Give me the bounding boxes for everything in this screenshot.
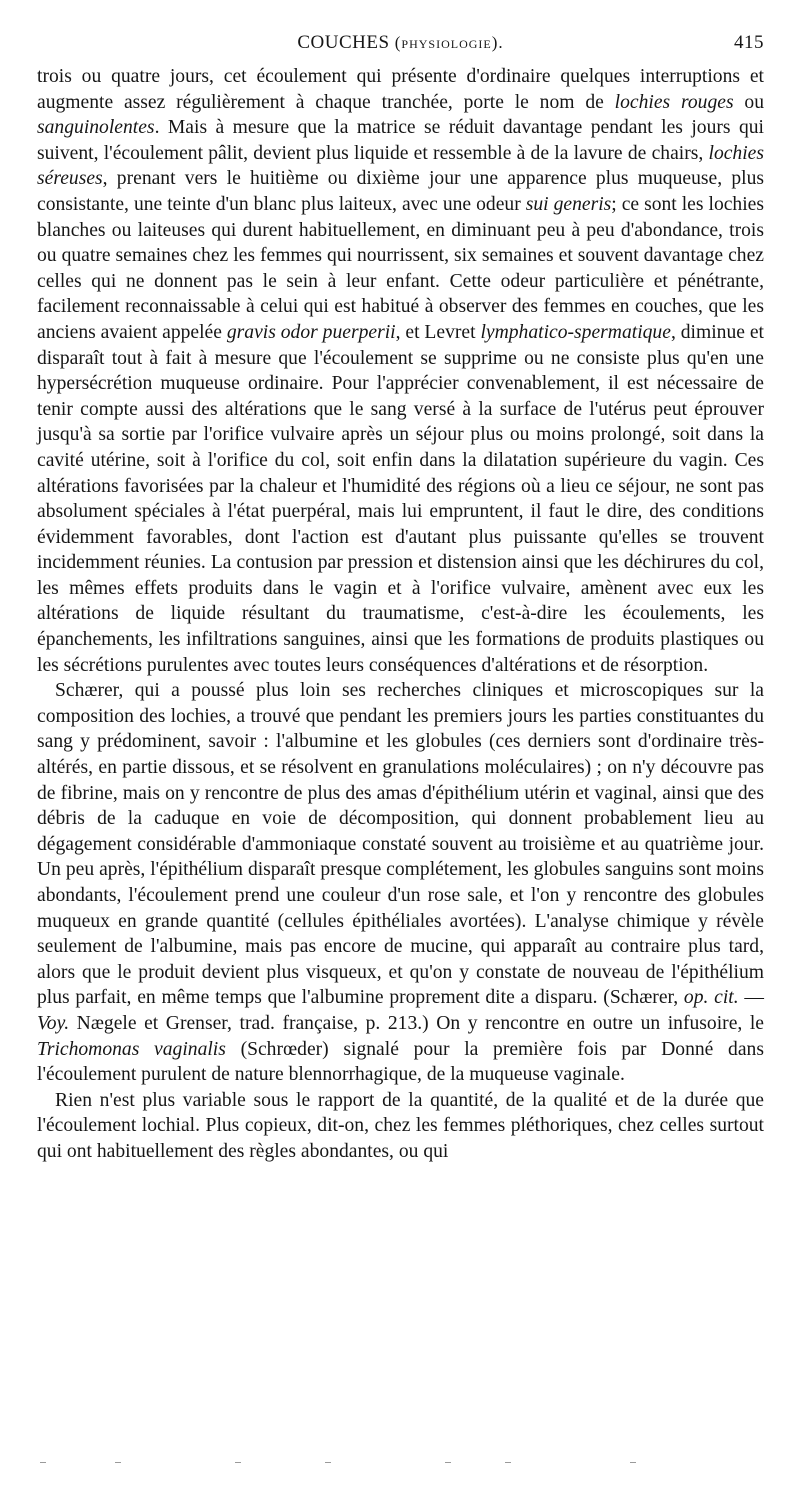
italic-run: gravis odor puerperii — [226, 321, 396, 343]
text-run: (Schrœder) signalé pour la première fois par Donné dans l'écoulement purulent de nature blennorrhagique, de la muqueuse vaginale. — [37, 1038, 764, 1086]
text-run: , diminue et disparaît tout à fait à mesure que l'écoulement se supprime ou ne consiste plus qu'en une hypersécrétion muqueuse ordinaire. Pour l'apprécier convenablement, il est nécessaire de tenir compte aussi des altérations que le sang versé à la surface de l'utérus peut éprouver jusqu'à sa sortie par l'orifice vulvaire après un séjour plus ou moins prolongé, soit dans la cavité utérine, soit à l'orifice du col, soit enfin dans la dilatation supérieure du vagin. Ces altérations favorisées par la chaleur et l'humidité des régions où a lieu ce séjour, ne sont pas absolument spéciales à l'état puerpéral, mais lui empruntent, il faut le dire, des conditions évidemment favorables, dont l'action est d'autant plus puissante qu'elles se trouvent incidemment réunies. La contusion par pression et distension ainsi que les déchirures du col, les mêmes effets produits dans le vagin et à l'orifice vulvaire, amènent avec eux les altérations de liquide résultant du traumatisme, c'est-à-dire les écoulements, les épanchements, les infiltrations sanguines, ainsi que les formations de produits plastiques ou les sécrétions purulentes avec toutes leurs conséquences d'altérations et de résorption. — [37, 321, 764, 676]
text-run: ; ce sont les lochies blanches ou laiteuses qui durent habituellement, en diminuant peu à peu d'abondance, trois ou quatre semaines chez les femmes qui nourrissent, six semaines et souvent davantage chez celles qui ne donnent pas le sein à leur enfant. Cette odeur particulière et pénétrante, facilement reconnaissable à celui qui est habitué à observer des femmes en couches, que les anciens avaient appelée — [37, 193, 764, 343]
text-run: Nægele et Grenser, trad. française, p. 213.) On y rencontre en outre un infusoire, le — [69, 1012, 764, 1034]
text-run: trois ou quatre jours, cet écoulement qui présente d'ordinaire quelques interruptions et augmente assez régulièrement à chaque tranchée, porte le nom de — [37, 66, 764, 113]
running-title — [37, 32, 764, 54]
scan-mark — [630, 1462, 636, 1463]
text-run: — — [738, 987, 764, 1009]
scan-mark — [325, 1462, 331, 1463]
scan-artifacts — [0, 1462, 800, 1472]
text-run: , prenant vers le huitième ou dixième jour une apparence plus muqueuse, plus consistante, une teinte d'un blanc plus laiteux, avec une odeur — [37, 168, 764, 215]
italic-run: lymphatico-spermatique — [480, 321, 671, 343]
italic-run: sanguinolentes — [37, 117, 155, 139]
text-run: Rien n'est plus variable sous le rapport de la quantité, de la qualité et de la durée que l'écoulement lochial. Plus copieux, dit-on, chez les femmes pléthoriques, chez celles surtout qui ont habituellement des règles abondantes, ou qui — [37, 1089, 764, 1162]
scan-mark — [115, 1462, 121, 1463]
scan-mark — [235, 1462, 241, 1463]
text-run: ou — [733, 91, 764, 113]
italic-run: lochies rouges — [614, 91, 734, 113]
page-number: 415 — [734, 32, 764, 53]
running-title-main: COUCHES — [297, 32, 390, 53]
running-head — [37, 30, 764, 64]
scan-mark — [445, 1462, 451, 1463]
text-run: , et Levret — [395, 321, 481, 343]
text-run: Schærer, qui a poussé plus loin ses recherches cliniques et microscopiques sur la composition des lochies, a trouvé que pendant les premiers jours les parties constituantes du sang y prédominent, savoir : l'albumine et les globules (ces derniers sont d'ordinaire très-altérés, en partie dissous, et se résolvent en granulations moléculaires) ; on n'y découvre pas de fibrine, mais on y rencontre de plus des amas d'épithélium utérin et vaginal, ainsi que des débris de la caduque en voie de décomposition, qui donnent probablement lieu au dégagement considérable d'ammoniaque constaté souvent au troisième et au quatrième jour. Un peu après, l'épithélium disparaît presque complétement, les globules sanguins sont moins abondants, l'écoulement prend une couleur d'un rose sale, et l'on y rencontre des globules muqueux en grande quantité (cellules épithéliales avortées). L'analyse chimique y révèle seulement de l'albumine, mais pas encore de mucine, qui apparaît au contraire plus tard, alors que le produit devient plus visqueux, et qu'on y constate de nouveau de l'épithélium plus parfait, en même temps que l'albumine proprement dite a disparu. (Schærer, — [37, 680, 764, 1009]
paragraph — [37, 1088, 764, 1165]
italic-run: Voy. — [37, 1012, 70, 1034]
italic-run: lochies séreuses — [37, 142, 764, 190]
paragraph — [37, 678, 764, 1088]
italic-run: sui generis — [525, 193, 612, 215]
italic-run: Trichomonas vaginalis — [37, 1038, 226, 1060]
scan-mark — [505, 1462, 511, 1463]
paragraph — [37, 64, 764, 678]
scan-mark — [40, 1462, 46, 1463]
italic-run: op. cit. — [683, 987, 739, 1009]
text-run: . Mais à mesure que la matrice se réduit davantage pendant les jours qui suivent, l'écoulement pâlit, devient plus liquide et ressemble à de la lavure de chairs, — [37, 117, 764, 164]
running-title-sub: (physiologie). — [394, 33, 504, 52]
body-text — [37, 64, 764, 1165]
